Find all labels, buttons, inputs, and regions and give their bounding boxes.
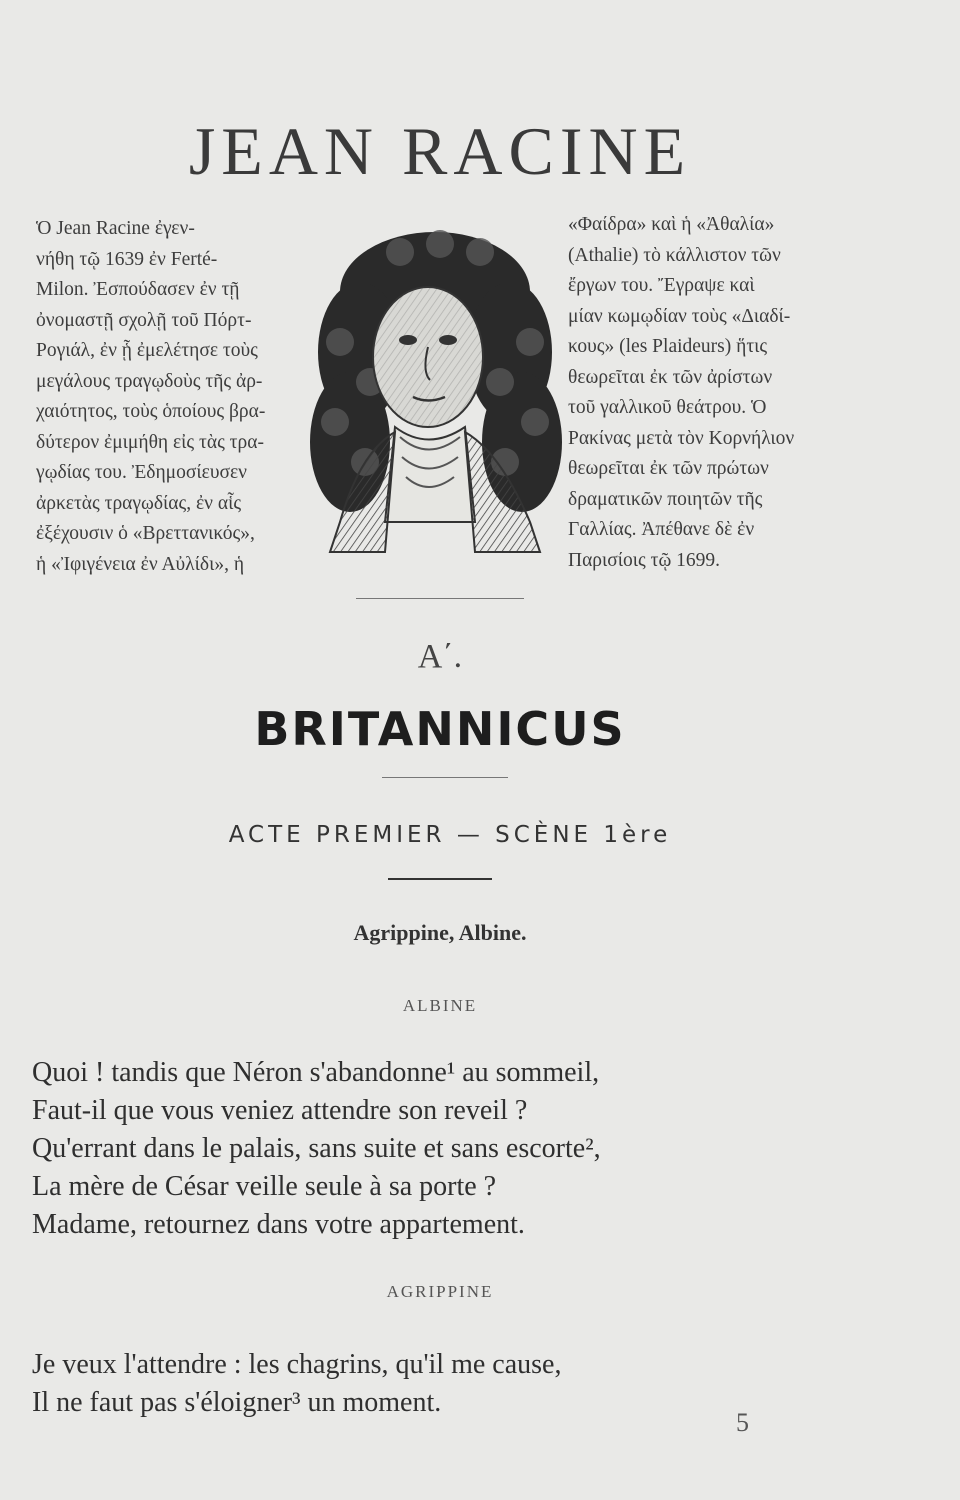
bio-line: Γαλλίας. Ἀπέθανε δὲ ἐν (568, 519, 755, 540)
play-title: BRITANNICUS (254, 702, 626, 756)
page-title: JEAN RACINE (188, 113, 692, 189)
verse-block (32, 1054, 601, 1244)
racine-portrait (300, 222, 570, 572)
bio-line: ἔργων του. Ἔγραψε καὶ (568, 275, 755, 296)
bio-line: τοῦ γαλλικοῦ θεάτρου. Ὁ (568, 397, 767, 418)
verse-line: Il ne faut pas s'éloigner³ un moment. (32, 1387, 442, 1418)
bio-line: (Athalie) τὸ κάλλιστον τῶν (568, 244, 781, 266)
bio-line: ἡ «Ἰφιγένεια ἐν Αὐλίδι», ἡ (36, 553, 245, 575)
verse-block (32, 1346, 561, 1422)
scene-heading: ACTE PREMIER — SCÈNE 1ère (228, 822, 672, 848)
bio-line: Milon. Ἐσπούδασεν ἐν τῇ (36, 279, 240, 300)
divider (382, 777, 508, 778)
page-number: 5 (736, 1408, 749, 1437)
bio-line: χαιότητος, τοὺς ὁποίους βρα- (36, 401, 266, 422)
bio-line: Ὁ Jean Racine ἐγεν- (36, 218, 195, 239)
bio-line: ἀρκετὰς τραγῳδίας, ἐν αἷς (36, 492, 242, 514)
bio-line: κους» (les Plaideurs) ἥτις (568, 336, 768, 357)
act-number: Α΄. (417, 638, 463, 675)
bio-line: ὀνομαστῇ σχολῇ τοῦ Πόρτ- (36, 309, 252, 331)
bio-line: δύτερον ἐμιμήθη εἰς τὰς τρα- (36, 431, 264, 453)
bio-line: θεωρεῖται ἐκ τῶν πρώτων (568, 458, 769, 479)
characters-list: Agrippine, Albine. (353, 920, 527, 945)
speaker-name: AGRIPPINE (386, 1282, 494, 1301)
bio-line: νήθη τῷ 1639 ἐν Ferté- (36, 248, 218, 270)
verse-line: Je veux l'attendre : les chagrins, qu'il me cause, (32, 1349, 562, 1380)
bio-line: Ρακίνας μετὰ τὸν Κορνήλιον (568, 427, 795, 449)
bio-line: «Φαίδρα» καὶ ἡ «Ἀθαλία» (568, 214, 775, 235)
bio-line: γῳδίας του. Ἐδημοσίευσεν (36, 462, 247, 483)
divider (356, 598, 524, 599)
verse-line: La mère de César veille seule à sa porte ? (32, 1171, 497, 1202)
biography-left-column (36, 214, 336, 580)
bio-line: Παρισίοις τῷ 1699. (568, 549, 721, 571)
bio-line: θεωρεῖται ἐκ τῶν ἀρίστων (568, 366, 773, 388)
verse-line: Madame, retournez dans votre appartement. (32, 1209, 525, 1240)
verse-line: Qu'errant dans le palais, sans suite et sans escorte², (32, 1133, 601, 1164)
bio-line: Ρογιάλ, ἐν ᾗ ἐμελέτησε τοὺς (36, 340, 258, 361)
bio-line: ἐξέχουσιν ὁ «Βρεττανικός», (36, 523, 255, 544)
speaker-name: ALBINE (402, 996, 478, 1015)
verse-line: Quoi ! tandis que Néron s'abandonne¹ au sommeil, (32, 1057, 600, 1088)
bio-line: μεγάλους τραγῳδοὺς τῆς ἀρ- (36, 370, 263, 392)
divider (388, 878, 492, 880)
verse-line: Faut-il que vous veniez attendre son reveil ? (32, 1095, 528, 1126)
biography-right-column (568, 210, 858, 576)
bio-line: δραματικῶν ποιητῶν τῆς (568, 488, 763, 510)
bio-line: μίαν κωμῳδίαν τοὺς «Διαδί- (568, 305, 791, 327)
